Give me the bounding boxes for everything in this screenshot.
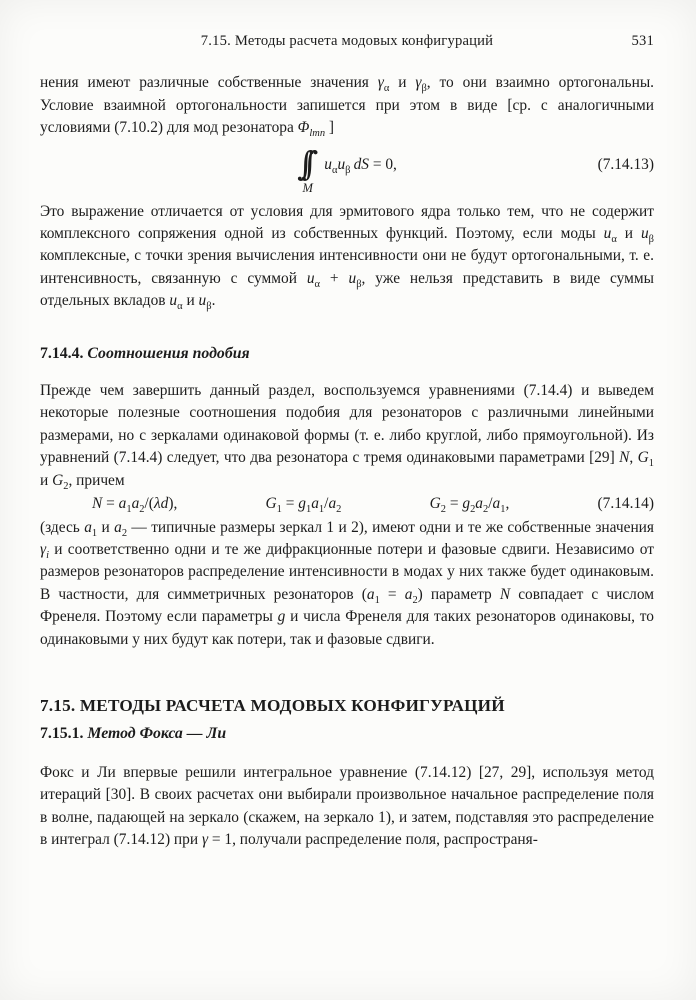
paragraph-similarity-relations: Прежде чем завершить данный раздел, воспользуемся уравнениями (7.14.4) и выведем некоторые полезные соотношения подобия для резонаторов с различными линейными размерами, но с зеркалами одинаковой формы (т. е. либо круглой, либо прямоугольной). Из уравнений (7.14.4) следует, что два резонатора с тремя одинаковыми параметрами [29] N, $G_1$ и $G_2$, причем [40, 382, 654, 492]
double-integral-symbol: ∫∫ M [297, 143, 313, 195]
heading-title: Соотношения подобия [87, 344, 250, 362]
equation-7-14-14 [40, 493, 654, 515]
equation-number: (7.14.14) [597, 495, 654, 513]
paragraph-hermitian-kernel: Это выражение отличается от условия для эрмитового ядра только тем, что не содержит комплексного сопряжения одной из собственных функций. Поэтому, если моды $u_\alpha$ и $u_\beta$ комплексные, с точки зрения вычисления интенсивности они не будут ортогональными, т. е. интенсивность, связанную с суммой $u_\alpha + u_\beta$, уже нельзя представить в виде суммы отдельных вкладов $u_\alpha$ и $u_\beta$. [40, 202, 654, 313]
equation-7-14-13 [40, 143, 654, 195]
paragraph-fox-li: Фокс и Ли впервые решили интегральное уравнение (7.14.12) [27, 29], используя метод итераций [30]. В своих расчетах они выбирали произвольное начальное распределение поля в волне, падающей на зеркало (скажем, на зеркало 1), и затем, подставляя это распределение в интеграл (7.14.12) при γ = 1, получали распределение поля, распространя- [40, 763, 654, 848]
equation-expression: $u_\alpha u_\beta$ dS = 0, [324, 155, 397, 176]
heading-7-15: 7.15. МЕТОДЫ РАСЧЕТА МОДОВЫХ КОНФИГУРАЦИЙ [40, 695, 505, 715]
equation-part-g2: $G_2 = g_2a_2/a_1$, [429, 495, 510, 516]
heading-7-14-4 [40, 343, 654, 365]
paragraph-mirror-sizes: (здесь $a_1$ и $a_2$ — типичные размеры зеркал 1 и 2), имеют одни и те же собственные значения $\gamma_i$ и соответственно одни и те же дифракционные потери и фазовые сдвиги. Независимо от размеров резонаторов распределение интенсивности в модах у них также будет одинаковым. В частности, для симметричных резонаторов $(a_1 = a_2)$ параметр N совпадает с числом Френеля. Поэтому если параметры g и числа Френеля для таких резонаторов одинаковы, то одинаковыми у них будут как потери, так и фазовые сдвиги. [40, 518, 655, 648]
paragraph-orthogonality: нения имеют различные собственные значения $\gamma_\alpha$ и $\gamma_\beta$, то они взаимно ортогональны. Условие взаимной ортогональности запишется при этом в виде [ср. с аналогичными условиями (7.10.2) для мод резонатора $\Phi_{lmn}$ ] [40, 74, 655, 140]
heading-title: Метод Фокса — Ли [87, 725, 227, 743]
equation-part-g1: $G_1 = g_1a_1/a_2$ [265, 495, 342, 516]
heading-7-15-1 [40, 723, 654, 745]
equation-part-n: $N = a_1a_2/(\lambda d)$, [92, 495, 178, 516]
heading-number: 7.14.4. [40, 344, 84, 362]
equation-number: (7.14.13) [597, 155, 654, 173]
heading-number: 7.15.1. [40, 725, 84, 743]
integral-limit: M [302, 180, 313, 195]
running-header [40, 30, 654, 52]
running-header-title: 7.15. Методы расчета модовых конфигураций [200, 33, 494, 49]
page-number: 531 [631, 33, 654, 49]
